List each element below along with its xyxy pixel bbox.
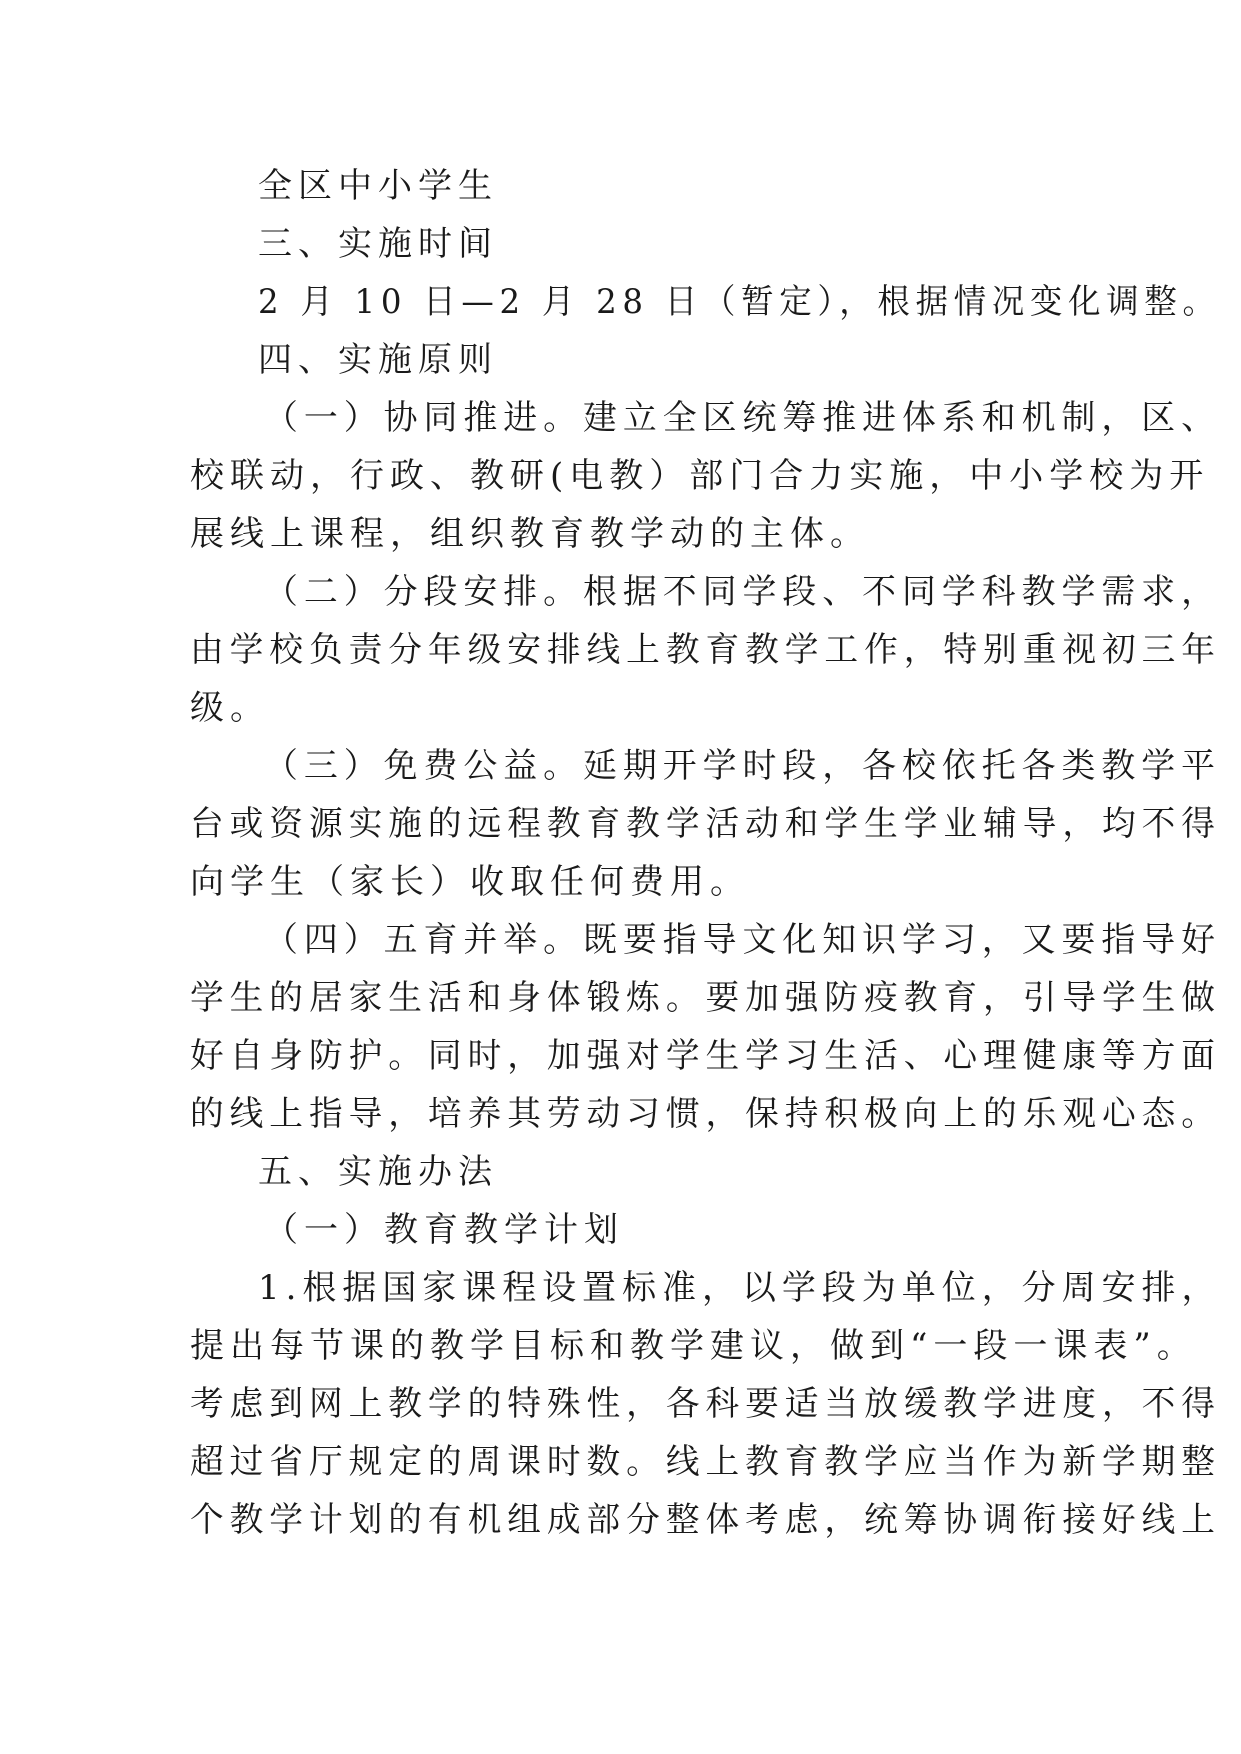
section-heading: 五、实施办法 bbox=[258, 1152, 498, 1192]
text-line: 校联动，行政、教研(电教）部门合力实施，中小学校为开 bbox=[190, 456, 1210, 496]
text-line: （四）五育并举。既要指导文化知识学习，又要指导好 bbox=[264, 920, 1222, 960]
text-line: 考虑到网上教学的特殊性，各科要适当放缓教学进度，不得 bbox=[190, 1384, 1221, 1424]
text-line: （一）协同推进。建立全区统筹推进体系和机制，区、 bbox=[264, 398, 1222, 438]
section-heading: 四、实施原则 bbox=[258, 340, 498, 380]
text-line: 学生的居家生活和身体锻炼。要加强防疫教育，引导学生做 bbox=[190, 978, 1221, 1018]
text-line: 由学校负责分年级安排线上教育教学工作，特别重视初三年 bbox=[190, 630, 1221, 670]
text-line: 2 月 10 日—2 月 28 日（暂定），根据情况变化调整。 bbox=[258, 282, 1221, 322]
text-line: 的线上指导，培养其劳动习惯，保持积极向上的乐观心态。 bbox=[190, 1094, 1221, 1134]
text-line: 1.根据国家课程设置标准，以学段为单位，分周安排， bbox=[258, 1268, 1222, 1308]
text-line: 向学生（家长）收取任何费用。 bbox=[190, 862, 750, 902]
text-line: （二）分段安排。根据不同学段、不同学科教学需求， bbox=[264, 572, 1222, 612]
text-line: 好自身防护。同时，加强对学生学习生活、心理健康等方面 bbox=[190, 1036, 1221, 1076]
text-line: 个教学计划的有机组成部分整体考虑，统筹协调衔接好线上 bbox=[190, 1500, 1221, 1540]
text-line: 超过省厅规定的周课时数。线上教育教学应当作为新学期整 bbox=[190, 1442, 1221, 1482]
text-line: （三）免费公益。延期开学时段，各校依托各类教学平 bbox=[264, 746, 1222, 786]
section-heading: 三、实施时间 bbox=[258, 224, 498, 264]
text-line: 展线上课程，组织教育教学动的主体。 bbox=[190, 514, 870, 554]
text-line: 台或资源实施的远程教育教学活动和学生学业辅导，均不得 bbox=[190, 804, 1221, 844]
text-line: 提出每节课的教学目标和教学建议，做到“一段一课表”。 bbox=[190, 1326, 1197, 1366]
text-line: 级。 bbox=[190, 688, 270, 728]
subsection-heading: （一）教育教学计划 bbox=[264, 1210, 624, 1250]
text-line: 全区中小学生 bbox=[258, 166, 498, 206]
